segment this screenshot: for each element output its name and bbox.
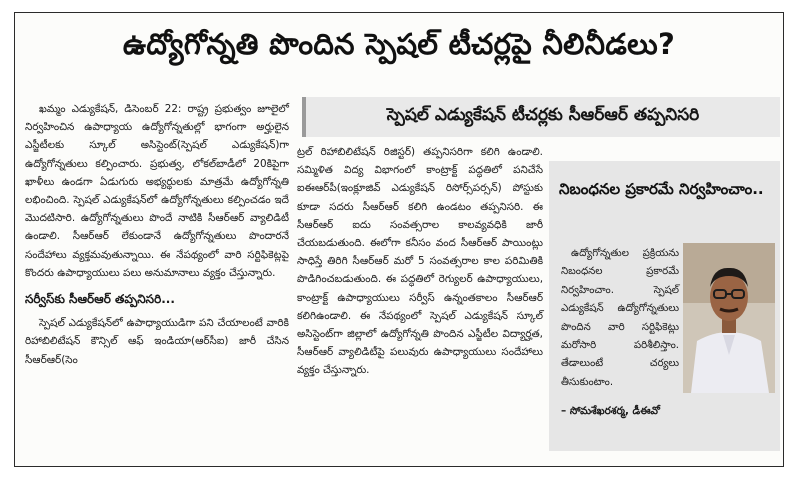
sidebar-signature: – సోమశేఖరశర్మ, డీఈవో [561, 405, 660, 417]
sidebar-quote-text: ఉద్యోగోన్నతుల ప్రక్రియను నిబంధనల ప్రకారమే నిర్వహించాం. స్పెషల్ ఎడ్యుకేషన్ ఉద్యోగోన్నతులు పొందిన వారి సర్టిఫికెట్లు మరోసారి పరిశీలిస్తాం. తేడాలుంటే చర్యలు తీసుకుంటాం. [561, 248, 679, 388]
article-frame [14, 12, 784, 467]
subsection-heading: సర్వీస్‌కు సీఆర్ఆర్ తప్పనిసరి... [25, 292, 175, 307]
sidebar-quote [561, 245, 679, 392]
article-column-2 [297, 143, 543, 382]
column1-paragraph-2: స్పెషల్ ఎడ్యుకేషన్‌లో ఉపాధ్యాయుడిగా పని చేయాలంటే వారికి రిహాబిలిటేషన్ కౌన్సిల్ ఆఫ్ ఇండియా(ఆర్‌సీఐ) జారీ చేసిన సీఆర్ఆర్(సెం [25, 317, 289, 366]
quote-sidebar [549, 161, 780, 451]
subheadline-box [302, 97, 780, 137]
sidebar-title: నిబంధనల ప్రకారమే నిర్వహించాం.. [559, 180, 764, 198]
column2-paragraph: ట్రల్ రిహాబిలిటేషన్ రిజిస్టర్) తప్పనిసరిగా కలిగి ఉండాలి. సమ్మిళిత విద్య విభాగంలో కాంట్రాక్ట్ పద్ధతిలో పనిచేసే ఐఈఆర్‌పీ(ఇంక్లూజివ్ ఎడ్యుకేషన్ రిసోర్స్‌పర్సన్) పోస్టుకు కూడా సదరు సీఆర్ఆర్ కలిగి ఉండటం తప్పనిసరి. ఈ సీఆర్ఆర్ ఐదు సంవత్సరాల కాలవ్యవధికి జారీ చేయబడుతుంది. ఈలోగా కనీసం వంద సీఆర్ఆర్ పాయింట్లు సాధిస్తే తిరిగి సీఆర్ఆర్ మరో 5 సంవత్సరాల కాల పరిమితికి పొడిగించబడుతుంది. ఈ పద్ధతిలో రెగ్యులర్ ఉపాధ్యాయులు, కాంట్రాక్ట్ ఉపాధ్యాయులు సర్వీస్ ఉన్నంతకాలం సీఆర్ఆర్ కలిగిఉండాలి. ఈ నేపథ్యంలో స్పెషల్ ఎడ్యుకేషన్ స్కూల్ అసిస్టెంట్‌గా జిల్లాలో ఉద్యోగోన్నతి పొందిన ఎస్జీటీల విద్యార్హత, సీఆర్ఆర్ వ్యాలిడిటీపై పలువురు ఉపాధ్యాయులు సందేహాలు వ్యక్తం చేస్తున్నారు. [297, 146, 543, 377]
column1-paragraph-1: ఖమ్మం ఎడ్యుకేషన్, డిసెంబర్ 22: రాష్ట్ర ప్రభుత్వం జూలైలో నిర్వహించిన ఉపాధ్యాయ ఉద్యోగోన్నతుల్లో భాగంగా అర్హులైన ఎస్జీటీలకు స్కూల్ అసిస్టెంట్(స్పెషల్ ఎడ్యుకేషన్)గా ఉద్యోగోన్నతులు కల్పించారు. ప్రభుత్వ, లోకల్‌బాడీలో 20కిపైగా ఖాళీలు ఉండగా ఏడుగురు అభ్యర్థులకు మాత్రమే ఉద్యోగోన్నతి లభించింది. స్పెషల్ ఎడ్యుకేషన్‌లో ఉద్యోగోన్నతులు కల్పించడం ఇదే మొదటిసారి. ఉద్యోగోన్నతులు పొందే నాటికి సీఆర్ఆర్ వ్యాలిడిటీ ఉండాలి. సీఆర్ఆర్ లేకుండానే ఉద్యోగోన్నతులు పొందారనే సందేహాలు వ్యక్తమవుతున్నాయి. ఈ నేపథ్యంలో వారి సర్టిఫికెట్లపై కొందరు ఉపాధ్యాయులు పలు అనుమానాలు వ్యక్తం చేస్తున్నారు. [25, 103, 289, 279]
article-column-1 [25, 100, 289, 371]
official-portrait-photo [683, 243, 775, 393]
portrait-illustration [683, 243, 775, 393]
subheadline: స్పెషల్ ఎడ్యుకేషన్ టీచర్లకు సీఆర్ఆర్ తప్పనిసరి [386, 105, 700, 125]
headline: ఉద్యోగోన్నతి పొందిన స్పెషల్ టీచర్లపై నీలినీడలు? [122, 27, 676, 61]
